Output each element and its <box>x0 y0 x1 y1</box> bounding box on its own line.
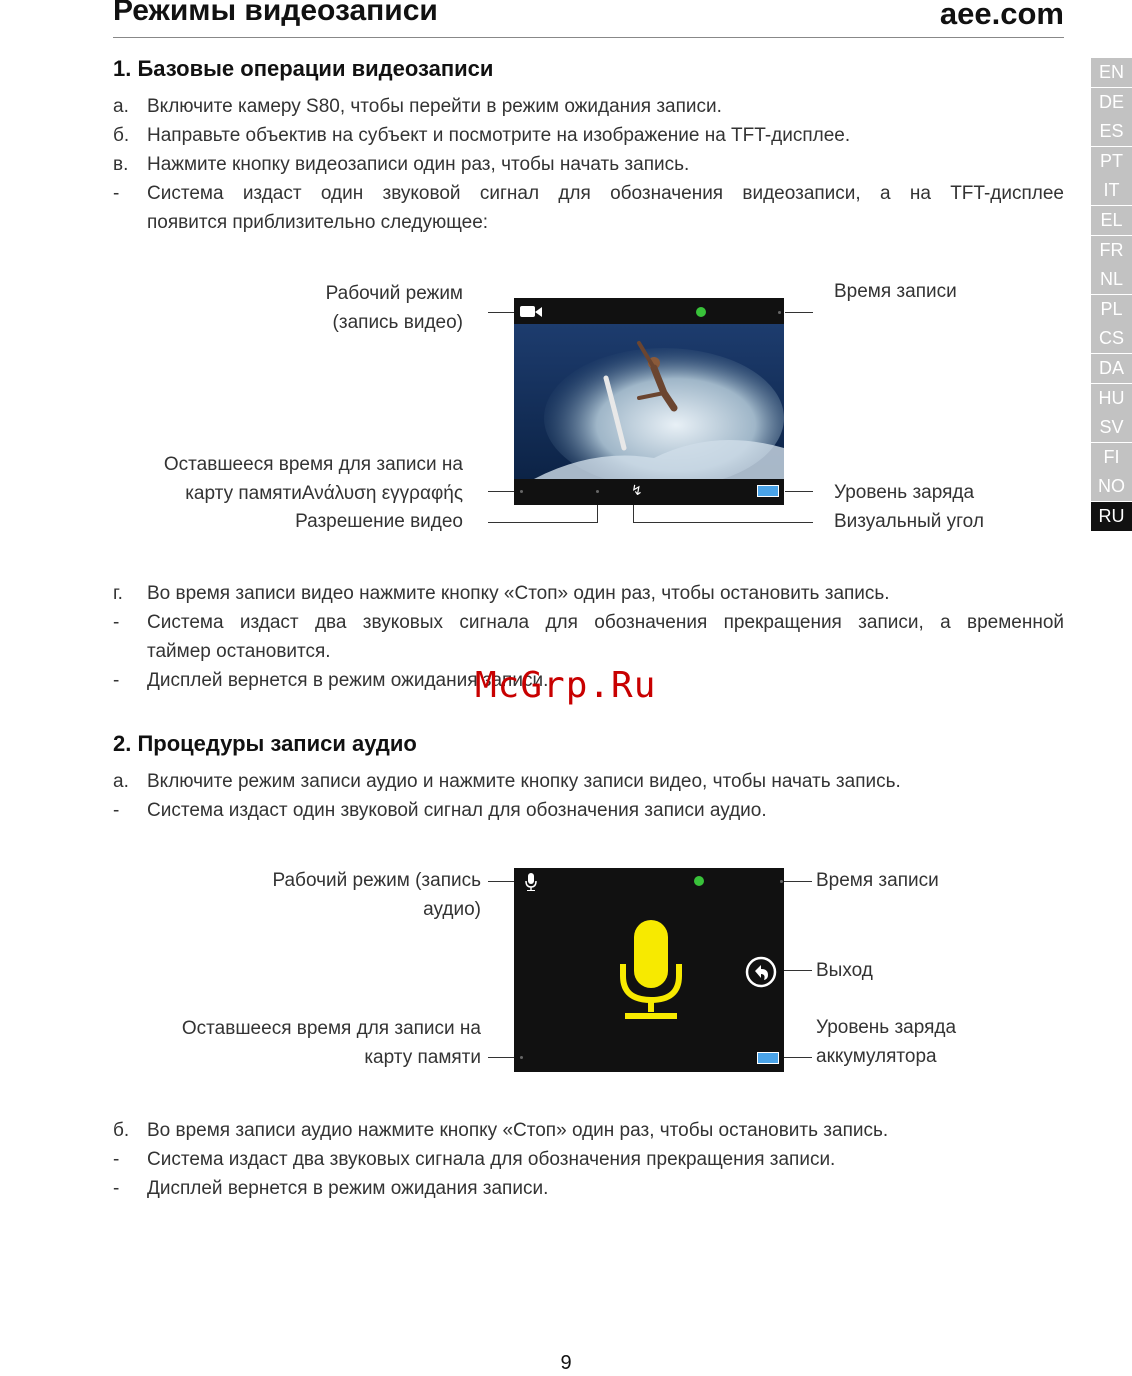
battery-icon <box>757 1052 779 1064</box>
watermark: McGrp.Ru <box>475 665 657 706</box>
battery-icon <box>757 485 779 497</box>
header-divider <box>113 37 1064 38</box>
label-rec-time: Время записи <box>834 281 957 302</box>
tab-lang-fr[interactable]: FR <box>1091 236 1132 265</box>
label-exit: Выход <box>816 960 873 981</box>
remaining-time-marker <box>520 1056 523 1059</box>
list-item: г. Во время записи видео нажмите кнопку «Стоп» один раз, чтобы остановить запись. <box>113 583 890 604</box>
tab-lang-es[interactable]: ES <box>1091 117 1132 146</box>
remaining-time-marker <box>520 490 523 493</box>
tab-lang-el[interactable]: EL <box>1091 206 1132 235</box>
tab-lang-de[interactable]: DE <box>1091 88 1132 117</box>
leader-line <box>785 312 813 313</box>
tab-lang-en[interactable]: EN <box>1091 58 1132 87</box>
label-rec-time: Время записи <box>816 870 939 891</box>
list-item: - Дисплей вернется в режим ожидания записи. <box>113 670 549 691</box>
surf-photo <box>514 298 784 505</box>
list-item: - Система издаст один звуковой сигнал для обозначения записи аудио. <box>113 800 767 821</box>
microphone-large-icon <box>619 920 683 1020</box>
leader-line <box>633 522 813 523</box>
section1-heading: 1. Базовые операции видеозаписи <box>113 56 494 81</box>
leader-line <box>488 1057 514 1058</box>
tab-lang-no[interactable]: NO <box>1091 472 1132 501</box>
label-angle: Визуальный угол <box>834 511 984 532</box>
tab-lang-pt[interactable]: PT <box>1091 147 1132 176</box>
exit-icon[interactable] <box>745 956 777 988</box>
list-item-continuation: появится приблизительно следующее: <box>147 212 489 233</box>
label-resolution: Разрешение видео <box>295 511 463 532</box>
section2-heading: 2. Процедуры записи аудио <box>113 731 417 756</box>
label-battery: Уровень заряда аккумулятора <box>816 1017 957 1067</box>
tab-lang-it[interactable]: IT <box>1091 176 1132 205</box>
label-mode-video: Рабочий режим (запись видео) <box>325 283 463 333</box>
list-item: а. Включите камеру S80, чтобы перейти в режим ожидания записи. <box>113 96 722 117</box>
tab-lang-nl[interactable]: NL <box>1091 265 1132 294</box>
leader-line <box>780 970 812 971</box>
tab-lang-fi[interactable]: FI <box>1091 443 1132 472</box>
label-battery: Уровень заряда <box>834 482 975 503</box>
list-item: - Система издаст два звуковых сигнала для обозначения прекращения записи. <box>113 1149 836 1170</box>
leader-line <box>784 1057 812 1058</box>
leader-line <box>785 491 813 492</box>
visual-angle-icon: ↯ <box>631 482 643 498</box>
leader-line <box>784 881 812 882</box>
tab-lang-hu[interactable]: HU <box>1091 384 1132 413</box>
audio-screen <box>514 868 784 1072</box>
microphone-small-icon <box>525 873 537 891</box>
list-item: б. Направьте объектив на субъект и посмотрите на изображение на TFT-дисплее. <box>113 125 851 146</box>
page-number: 9 <box>560 1352 572 1374</box>
recording-dot-icon <box>696 307 706 317</box>
label-mode-audio: Рабочий режим (запись аудио) <box>272 870 481 920</box>
tab-lang-sv[interactable]: SV <box>1091 413 1132 442</box>
list-item: - Дисплей вернется в режим ожидания записи. <box>113 1178 549 1199</box>
list-item: в. Нажмите кнопку видеозаписи один раз, чтобы начать запись. <box>113 154 690 175</box>
list-item: а. Включите режим записи аудио и нажмите кнопку записи видео, чтобы начать запись. <box>113 771 901 792</box>
brand-logo-text: aee.com <box>939 0 1064 31</box>
video-screen <box>514 298 784 505</box>
tab-lang-da[interactable]: DA <box>1091 354 1132 383</box>
leader-line <box>488 312 514 313</box>
label-remaining-time: Оставшееся время для записи на карту памяти <box>181 1018 481 1068</box>
page-title: Режимы видеозаписи <box>113 0 438 27</box>
leader-line <box>488 491 514 492</box>
rec-time-marker <box>780 880 783 883</box>
list-item-continuation: таймер остановится. <box>147 641 331 662</box>
leader-line <box>488 522 597 523</box>
resolution-marker <box>596 490 599 493</box>
video-camera-lens-icon <box>535 307 542 317</box>
tab-lang-pl[interactable]: PL <box>1091 295 1132 324</box>
leader-line <box>488 881 514 882</box>
tab-lang-ru[interactable]: RU <box>1091 502 1132 531</box>
video-camera-icon <box>520 306 535 317</box>
list-item: - Система издаст два звуковых сигнала для обозначения прекращения записи, а временной <box>113 612 1064 633</box>
tab-lang-cs[interactable]: CS <box>1091 324 1132 353</box>
list-item: б. Во время записи аудио нажмите кнопку «Стоп» один раз, чтобы остановить запись. <box>113 1120 889 1141</box>
rec-time-marker <box>778 311 781 314</box>
list-item: - Система издаст один звуковой сигнал для обозначения видеозаписи, а на TFT-дисплее <box>113 183 1064 204</box>
label-remaining-time: Оставшееся время для записи на карту памятиΑνάλυση εγγραφής <box>163 454 463 504</box>
recording-dot-icon <box>694 876 704 886</box>
